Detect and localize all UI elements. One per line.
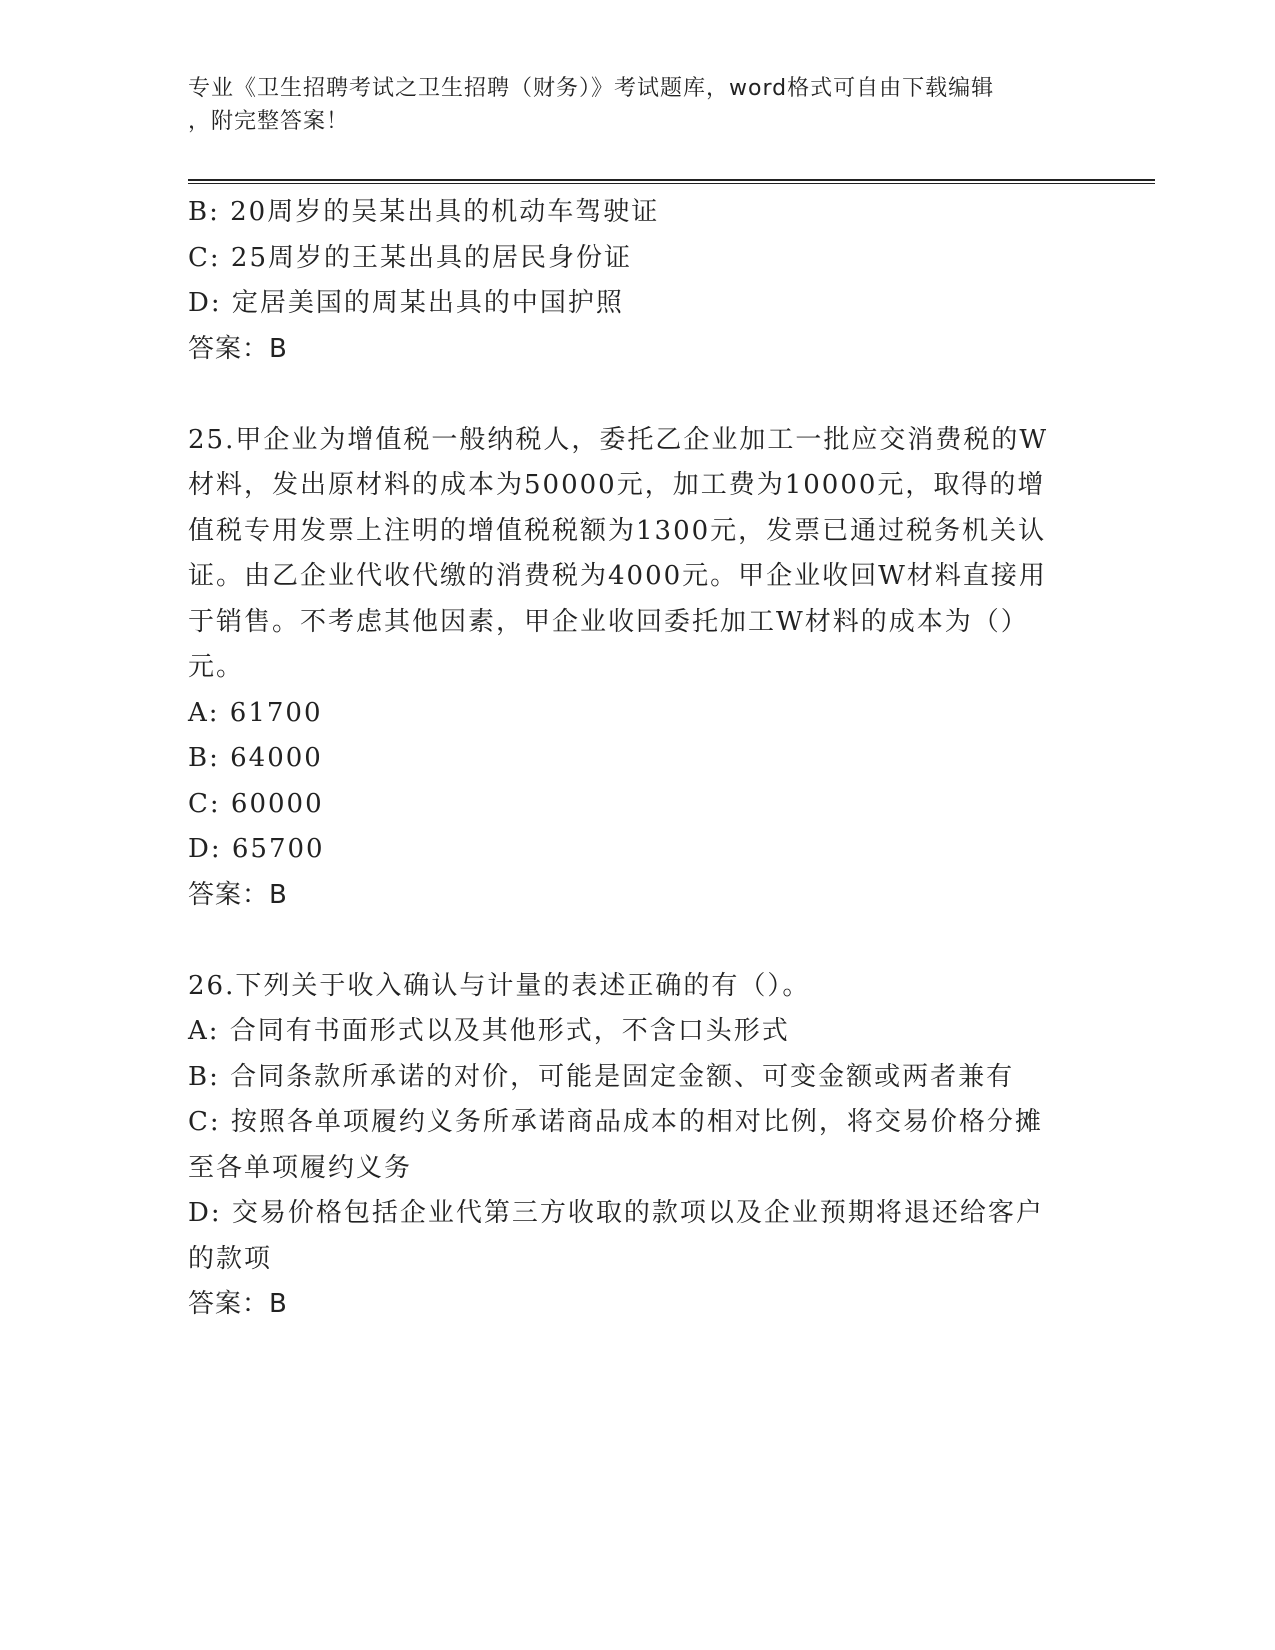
- option-c-continued: 至各单项履约义务: [188, 1152, 413, 1183]
- question-stem-line: 值税专用发票上注明的增值税税额为1300元，发票已通过税务机关认: [188, 515, 1047, 546]
- header-divider: [188, 179, 1155, 181]
- option-b: B: 合同条款所承诺的对价，可能是固定金额、可变金额或两者兼有: [188, 1061, 1015, 1092]
- question-25: [188, 418, 1078, 919]
- header-divider-thin: [188, 183, 1155, 184]
- option-d: D: 交易价格包括企业代第三方收取的款项以及企业预期将退还给客户: [188, 1198, 1044, 1228]
- option-d-continued: 的款项: [188, 1243, 273, 1274]
- answer: 答案：B: [188, 1289, 288, 1319]
- option-a: A: 61700: [188, 697, 323, 728]
- header-line-1: 专业《卫生招聘考试之卫生招聘（财务）》考试题库，word格式可自由下载编辑: [188, 76, 995, 101]
- spacer: [188, 918, 1078, 964]
- option-c: C: 25周岁的王某出具的居民身份证: [188, 242, 633, 273]
- option-c: C: 按照各单项履约义务所承诺商品成本的相对比例，将交易价格分摊: [188, 1107, 1043, 1137]
- prev-question: [188, 190, 1078, 372]
- option-b: B: 64000: [188, 743, 323, 773]
- question-stem-line: 25.甲企业为增值税一般纳税人，委托乙企业加工一批应交消费税的W: [188, 424, 1049, 455]
- answer: 答案：B: [188, 333, 288, 364]
- question-stem-line: 证。由乙企业代收代缴的消费税为4000元。甲企业收回W材料直接用: [188, 561, 1047, 591]
- option-b: B: 20周岁的吴某出具的机动车驾驶证: [188, 197, 660, 227]
- question-stem-line: 材料，发出原材料的成本为50000元，加工费为10000元，取得的增: [188, 470, 1046, 500]
- option-c: C: 60000: [188, 788, 324, 819]
- option-d: D: 65700: [188, 834, 325, 864]
- question-stem-line: 元。: [188, 652, 245, 682]
- question-stem-line: 于销售。不考虑其他因素，甲企业收回委托加工W材料的成本为（）: [188, 606, 1029, 637]
- header-line-2: ，附完整答案！: [188, 109, 350, 134]
- document-header: [188, 72, 1068, 138]
- question-26: [188, 964, 1078, 1328]
- document-body: [188, 190, 1078, 1328]
- question-stem: 26.下列关于收入确认与计量的表述正确的有（）。: [188, 970, 811, 1001]
- answer: 答案：B: [188, 879, 288, 910]
- spacer: [188, 372, 1078, 418]
- option-d: D: 定居美国的周某出具的中国护照: [188, 288, 624, 318]
- option-a: A: 合同有书面形式以及其他形式，不含口头形式: [188, 1016, 790, 1046]
